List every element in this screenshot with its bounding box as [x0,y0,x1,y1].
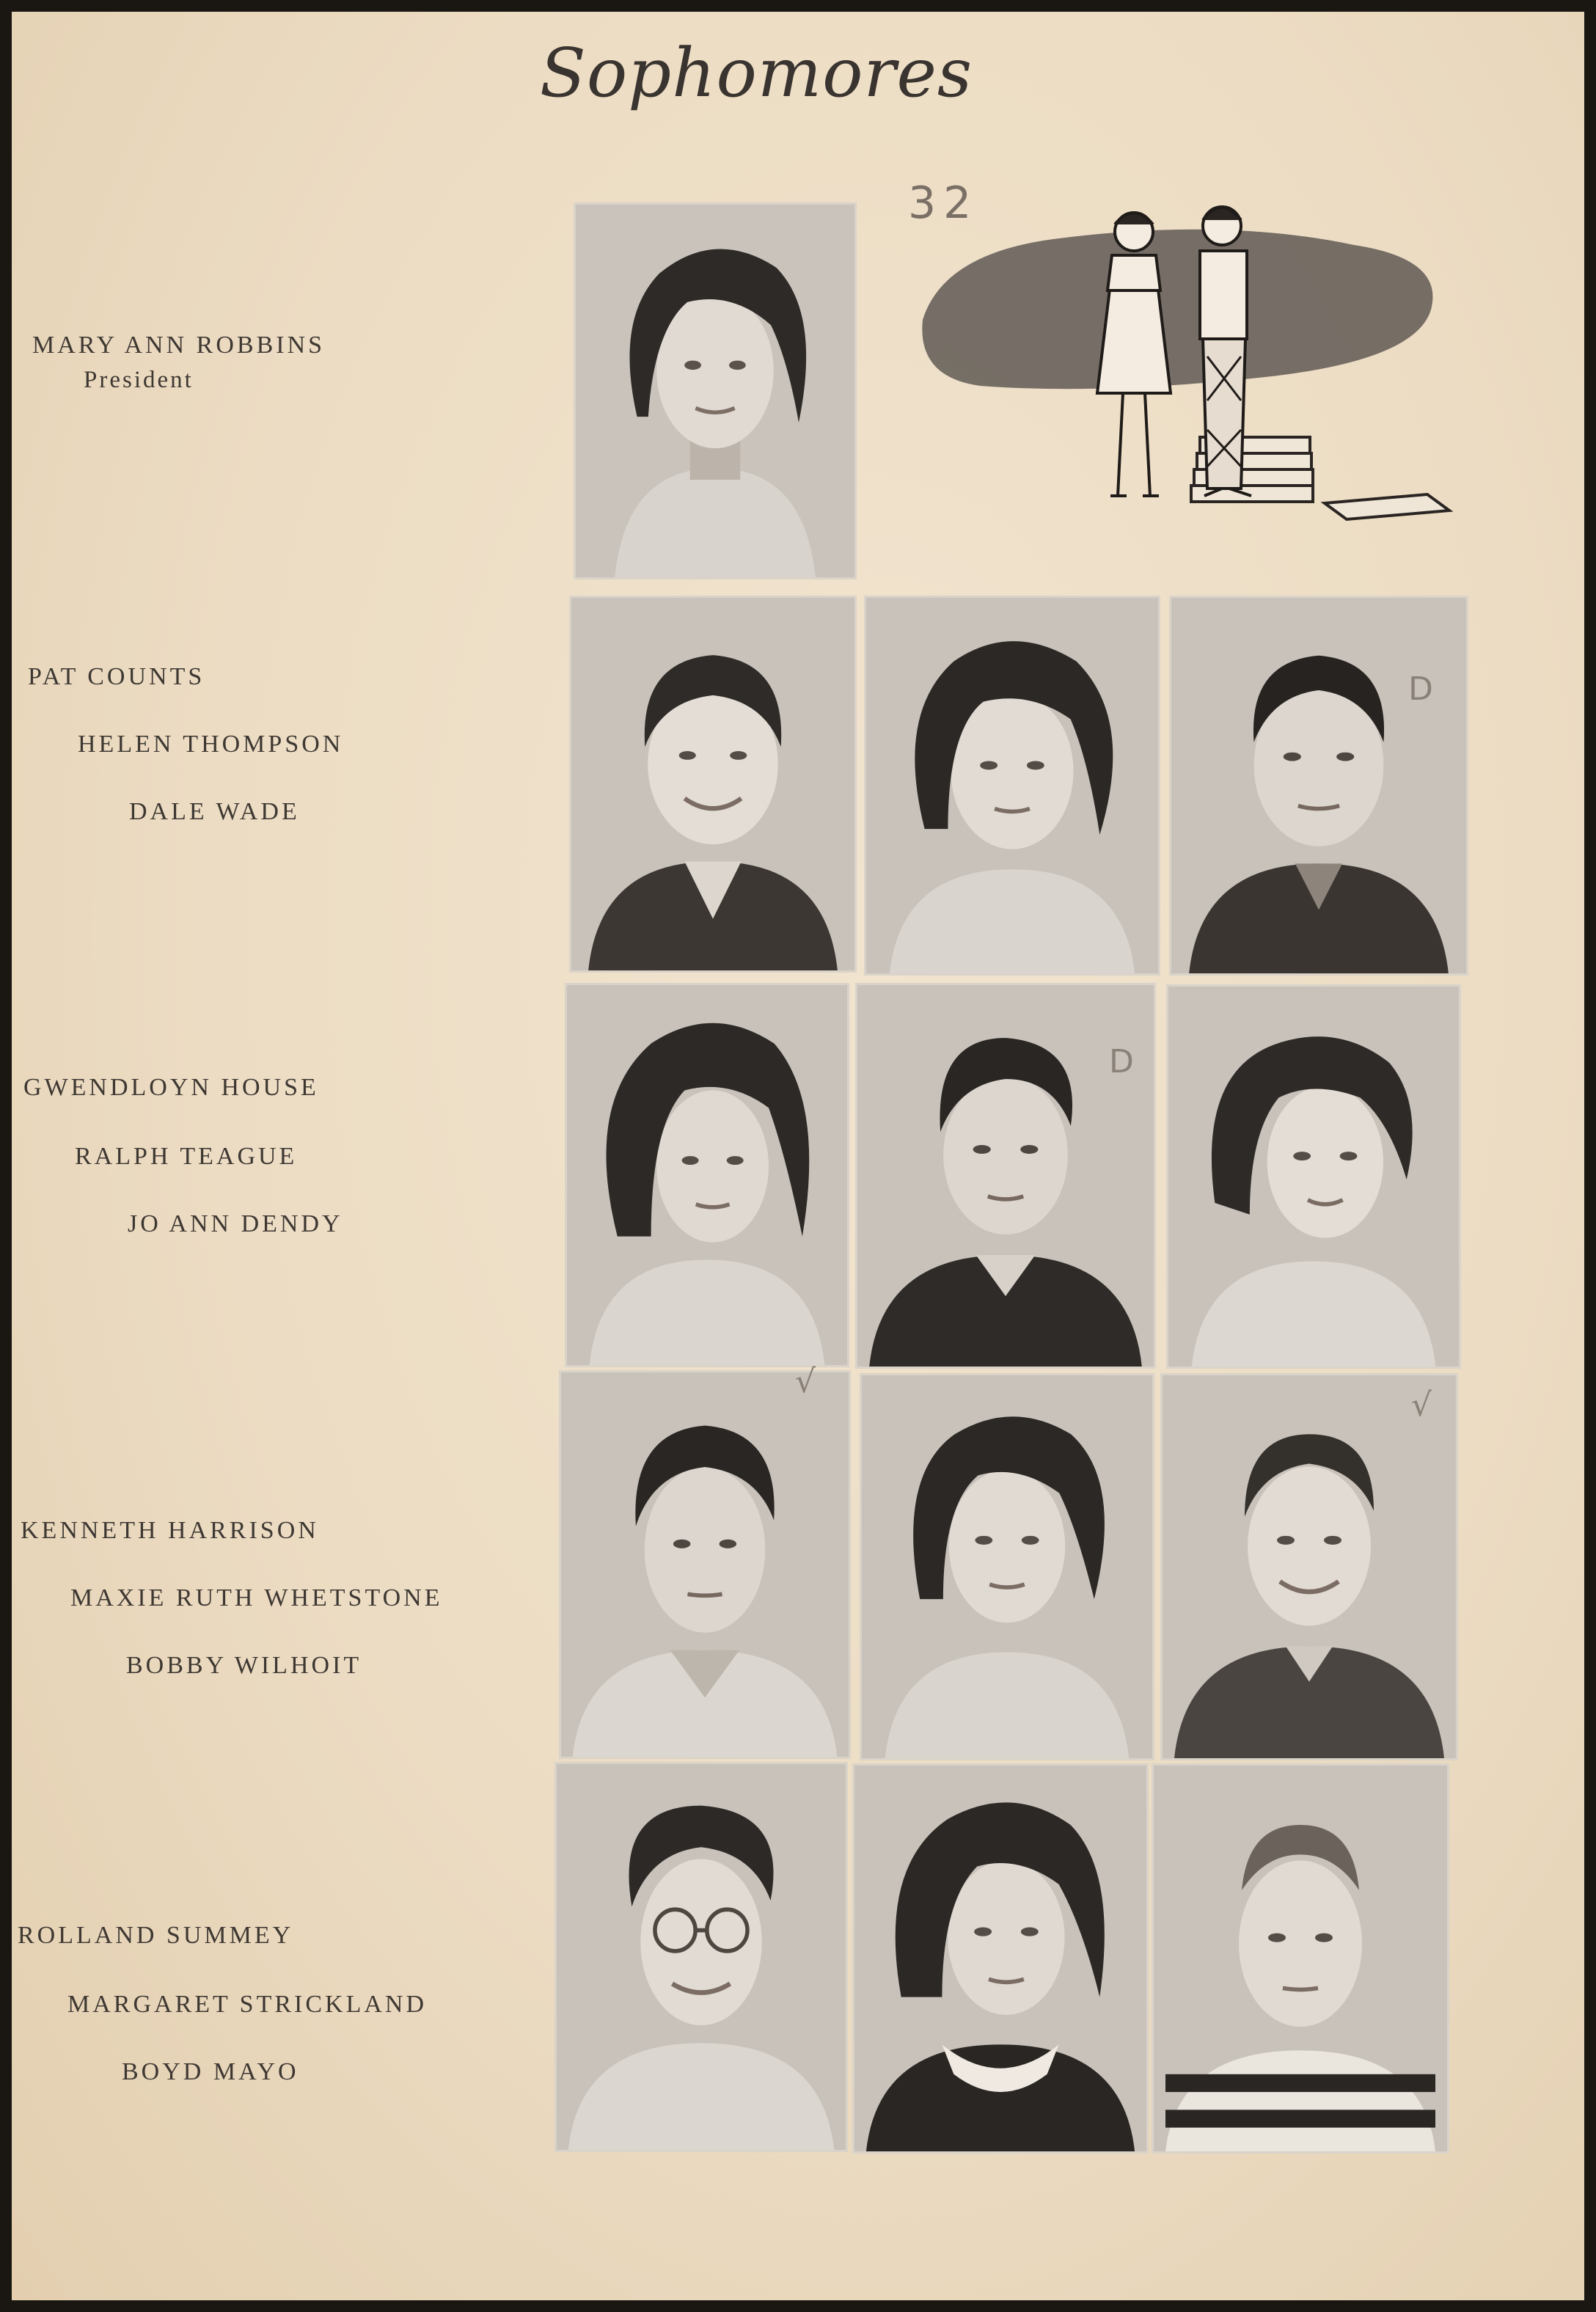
portrait-photo [860,1373,1154,1760]
page-title: Sophomores [539,34,973,112]
student-name: BOYD MAYO [122,2058,299,2085]
student-name: MARGARET STRICKLAND [67,1991,428,2018]
student-name: MAXIE RUTH WHETSTONE [70,1584,443,1612]
handwritten-check-mark: √ [1411,1386,1432,1424]
portrait-photo [855,983,1156,1369]
portrait-photo [1169,596,1468,976]
portrait-photo [554,1762,848,2152]
student-name: HELEN THOMPSON [78,731,344,758]
portrait-photo [852,1763,1149,2154]
student-name: GWENDLOYN HOUSE [23,1074,319,1101]
portrait-photo [565,983,849,1367]
student-name: ROLLAND SUMMEY [18,1922,294,1949]
handwritten-d-mark: D [1408,670,1433,708]
student-name: JO ANN DENDY [128,1210,343,1237]
officer-role: President [84,367,194,393]
handwritten-check-mark: √ [795,1363,816,1400]
student-name: PAT COUNTS [28,663,205,690]
portrait-photo [574,202,857,579]
handwritten-d-mark: D [1109,1043,1134,1080]
couple-cartoon-illustration [914,188,1471,533]
student-name: BOBBY WILHOIT [126,1652,362,1679]
handwritten-page-number: 32 [908,178,979,229]
student-name: RALPH TEAGUE [75,1143,298,1170]
portrait-photo [569,596,857,973]
portrait-photo [1160,1373,1458,1760]
portrait-photo [1166,984,1461,1369]
portrait-photo [1152,1763,1449,2154]
portrait-photo [559,1370,851,1759]
yearbook-page [12,12,1584,2300]
officer-name: MARY ANN ROBBINS [32,332,326,359]
portrait-photo [864,596,1160,976]
student-name: KENNETH HARRISON [21,1517,319,1544]
student-name: DALE WADE [129,798,300,825]
